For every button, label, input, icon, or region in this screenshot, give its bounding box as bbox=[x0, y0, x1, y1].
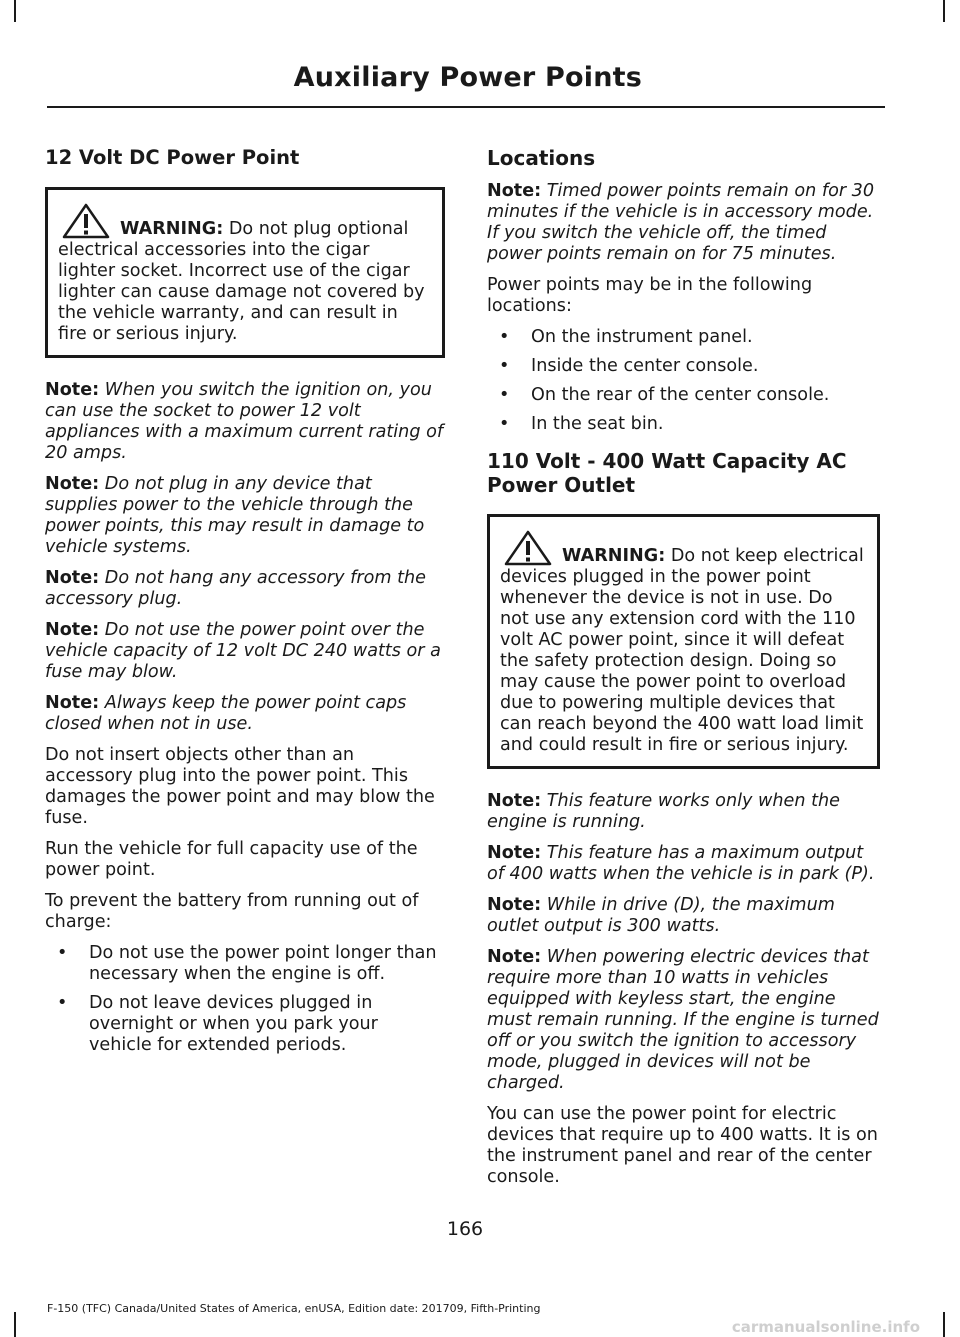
left-column bbox=[45, 146, 445, 1066]
note: Note: This feature has a maximum output of 400 watts when the vehicle is in park (P). bbox=[487, 843, 875, 884]
warning-label: WARNING: bbox=[562, 546, 666, 566]
note: Note: When powering electric devices that require more than 10 watts in vehicles equipped with keyless start, the engine must remain running. If the engine is turned off or you switch the ignition to accessory mode, plugged in devices will not be charged. bbox=[487, 947, 879, 1093]
list-item: • Do not leave devices plugged in overnight or when you park your vehicle for extended periods. bbox=[57, 993, 378, 1055]
note: Note: When you switch the ignition on, you can use the socket to power 12 volt appliances with a maximum current rating of 20 amps. bbox=[45, 380, 444, 463]
note: Note: This feature works only when the engine is running. bbox=[487, 791, 840, 832]
bullet-list bbox=[45, 943, 445, 1056]
page-number: 166 bbox=[446, 1218, 484, 1240]
crop-mark bbox=[14, 1312, 16, 1337]
locations-list bbox=[487, 327, 880, 435]
list-item: • On the instrument panel. bbox=[499, 327, 753, 347]
list-item: • On the rear of the center console. bbox=[499, 385, 830, 405]
crop-mark bbox=[943, 1312, 945, 1337]
crop-mark bbox=[943, 0, 945, 22]
section-heading-12v: 12 Volt DC Power Point bbox=[45, 146, 300, 169]
paragraph: You can use the power point for electric devices that require up to 400 watts. It is on the instrument panel and rear of the center console. bbox=[487, 1104, 878, 1187]
paragraph: To prevent the battery from running out of charge: bbox=[45, 891, 419, 932]
watermark: carmanualsonline.info bbox=[731, 1318, 920, 1336]
note: Note: Timed power points remain on for 30 minutes if the vehicle is in accessory mode. If you switch the vehicle off, the timed power points remain on for 75 minutes. bbox=[487, 181, 875, 264]
note: Note: Do not use the power point over the vehicle capacity of 12 volt DC 240 watts or a fuse may blow. bbox=[45, 620, 441, 682]
warning-triangle-icon bbox=[62, 203, 110, 239]
note: Note: Do not plug in any device that supplies power to the vehicle through the power points, this may result in damage to vehicle systems. bbox=[45, 474, 425, 557]
header-divider bbox=[47, 106, 885, 108]
footer-edition-info: F-150 (TFC) Canada/United States of America, enUSA, Edition date: 201709, Fifth-Printing bbox=[47, 1302, 541, 1315]
page-title: Auxiliary Power Points bbox=[293, 62, 642, 93]
warning-triangle-icon bbox=[504, 530, 552, 566]
warning-box bbox=[487, 514, 880, 769]
note: Note: Do not hang any accessory from the accessory plug. bbox=[45, 568, 426, 609]
note: Note: While in drive (D), the maximum outlet output is 300 watts. bbox=[487, 895, 835, 936]
list-item: • Do not use the power point longer than necessary when the engine is off. bbox=[57, 943, 437, 984]
warning-text: Do not keep electrical devices plugged in the power point whenever the device is not in use. Do not use any extension cord with the 110 volt AC power point, since it will defeat the safety protection design. Doing so may cause the power point to overload due to powering multiple devices that can reach beyond the 400 watt load limit and could result in fire or serious injury. bbox=[500, 546, 864, 755]
warning-box bbox=[45, 187, 445, 358]
list-item: • In the seat bin. bbox=[499, 414, 664, 434]
warning-text: Do not plug optional electrical accessories into the cigar lighter socket. Incorrect use of the cigar lighter can cause damage not covered by the vehicle warranty, and can result in fire or serious injury. bbox=[58, 219, 425, 344]
list-item: • Inside the center console. bbox=[499, 356, 759, 376]
note: Note: Always keep the power point caps closed when not in use. bbox=[45, 693, 407, 734]
paragraph: Run the vehicle for full capacity use of the power point. bbox=[45, 839, 418, 880]
section-heading-locations: Locations bbox=[487, 146, 596, 170]
section-heading-ac-outlet: 110 Volt - 400 Watt Capacity AC Power Outlet bbox=[487, 449, 847, 497]
paragraph: Do not insert objects other than an accessory plug into the power point. This damages the power point and may blow the fuse. bbox=[45, 745, 435, 828]
warning-label: WARNING: bbox=[120, 219, 224, 239]
right-column bbox=[487, 146, 880, 1198]
crop-mark bbox=[14, 0, 16, 22]
paragraph: Power points may be in the following locations: bbox=[487, 275, 813, 316]
